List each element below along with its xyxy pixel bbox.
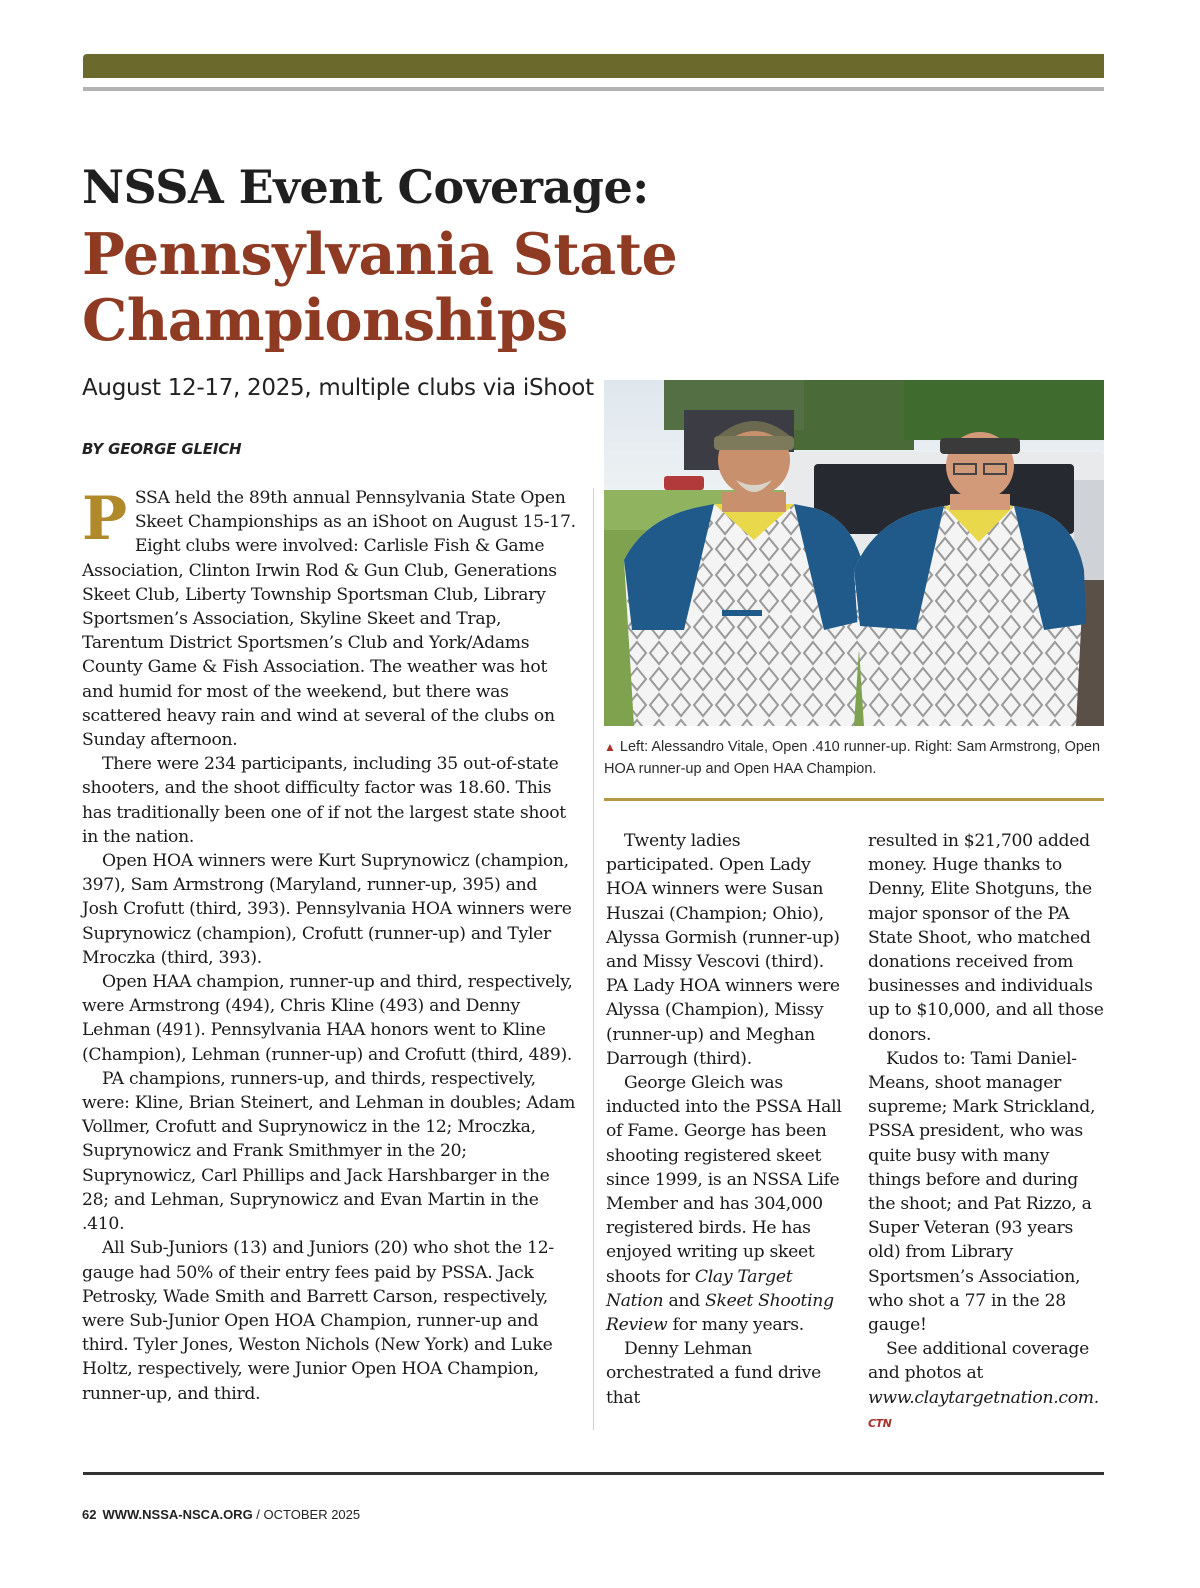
article-paragraph: Open HOA winners were Kurt Suprynowicz (champion, 397), Sam Armstrong (Maryland, runner-up, 395) and Josh Crofutt (third, 393). Pennsylvania HOA winners were Suprynowicz (champion), Crofutt (runner-up) and Tyler Mroczka (third, 393). — [82, 851, 572, 968]
footer-website[interactable]: WWW.NSSA-NSCA.ORG — [102, 1507, 253, 1522]
photo-caption — [604, 736, 1104, 780]
caption-rule — [604, 798, 1104, 801]
article-column-3 — [868, 829, 1104, 1436]
article-paragraph — [82, 486, 578, 752]
article-title: Pennsylvania State Championships — [82, 221, 678, 354]
publication-title: Clay Target Nation — [606, 1266, 793, 1311]
article-paragraph: Open HAA champion, runner-up and third, respectively, were Armstrong (494), Chris Kline (493) and Denny Lehman (491). Pennsylvania HAA honors went to Kline (Champion), Lehman (runner-up) and Crofutt (third, 489). — [82, 972, 573, 1065]
article-paragraph: resulted in $21,700 added money. Huge thanks to Denny, Elite Shotguns, the major sponsor of the PA State Shoot, who matched donations received from businesses and individuals up to $10,000, and all those donors. — [868, 831, 1104, 1045]
byline: BY GEORGE GLEICH — [82, 440, 242, 458]
drop-cap: P — [82, 484, 127, 554]
article-kicker: NSSA Event Coverage: — [82, 160, 649, 214]
ctn-logo: CTN — [868, 1416, 892, 1430]
publication-title: Skeet Shooting Review — [606, 1290, 834, 1336]
header-color-bar — [83, 54, 1104, 78]
caption-marker-icon: ▲ — [604, 740, 616, 754]
article-paragraph: Twenty ladies participated. Open Lady HOA winners were Susan Huszai (Champion; Ohio), Alyssa Gormish (runner-up) and Missy Vescovi (third). PA Lady HOA winners were Alyssa (Champion), Missy (runner-up) and Meghan Darrough (third). — [606, 831, 840, 1069]
article-column-2 — [606, 829, 842, 1410]
header-divider — [83, 87, 1104, 91]
page-footer — [82, 1507, 360, 1522]
article-paragraph — [868, 1337, 1104, 1436]
article-paragraph: PA champions, runners-up, and thirds, respectively, were: Kline, Brian Steinert, and Lehman in doubles; Adam Vollmer, Crofutt and Suprynowicz in the 12; Mroczka, Suprynowicz and Frank Smithmyer in the 20; Suprynowicz, Carl Phillips and Jack Harshbarger in the 28; and Lehman, Suprynowicz and Evan Martin in the .410. — [82, 1068, 576, 1235]
paragraph-text: and — [663, 1290, 706, 1311]
paragraph-text: See additional coverage and photos at — [868, 1339, 1089, 1384]
article-paragraph: There were 234 participants, including 35 out-of-state shooters, and the shoot difficulty factor was 18.60. This has traditionally been one of if not the largest state shoot in the nation. — [82, 754, 566, 847]
footer-issue: OCTOBER 2025 — [263, 1507, 361, 1522]
footer-separator: / — [252, 1507, 264, 1522]
column-divider — [593, 488, 594, 1430]
article-paragraph: Denny Lehman orchestrated a fund drive that — [606, 1339, 821, 1408]
article-photo — [604, 380, 1104, 726]
article-paragraph: All Sub-Juniors (13) and Juniors (20) who shot the 12-gauge had 50% of their entry fees paid by PSSA. Jack Petrosky, Wade Smith and Barrett Carson, respectively, were Sub-Junior Open HOA Champion, runner-up and third. Tyler Jones, Weston Nichols (New York) and Luke Holtz, respectively, were Junior Open HOA Champion, runner-up, and third. — [82, 1238, 554, 1404]
website-link[interactable]: www.claytargetnation.com. — [868, 1387, 1099, 1408]
paragraph-text: George Gleich was inducted into the PSSA Hall of Fame. George has been shooting registered skeet since 1999, is an NSSA Life Member and has 304,000 registered birds. He has enjoyed writing up skeet shoots for — [606, 1073, 842, 1287]
caption-text: Left: Alessandro Vitale, Open .410 runner-up. Right: Sam Armstrong, Open HOA runner-up and Open HAA Champion. — [604, 739, 1101, 777]
article-paragraph — [606, 1071, 842, 1337]
article-subtitle: August 12-17, 2025, multiple clubs via iShoot — [82, 375, 594, 401]
article-column-1 — [82, 486, 578, 1406]
footer-rule — [83, 1472, 1104, 1475]
article-paragraph: Kudos to: Tami Daniel-Means, shoot manager supreme; Mark Strickland, PSSA president, who was quite busy with many things before and during the shoot; and Pat Rizzo, a Super Veteran (93 years old) from Library Sportsmen’s Association, who shot a 77 in the 28 gauge! — [868, 1048, 1096, 1336]
page-number: 62 — [82, 1507, 97, 1522]
paragraph-text: for many years. — [667, 1315, 804, 1336]
photo-illustration — [604, 380, 1104, 726]
paragraph-text: SSA held the 89th annual Pennsylvania State Open Skeet Championships as an iShoot on August 15-17. Eight clubs were involved: Carlisle Fish & Game Association, Clinton Irwin Rod & Gun Club, Generations Skeet Club, Liberty Township Sportsman Club, Library Sportsmen’s Association, Skyline Skeet and Trap, Tarentum District Sportsmen’s Club and York/Adams County Game & Fish Association. The weather was hot and humid for most of the weekend, but there was scattered heavy rain and wind at several of the clubs on Sunday afternoon. — [82, 488, 576, 751]
